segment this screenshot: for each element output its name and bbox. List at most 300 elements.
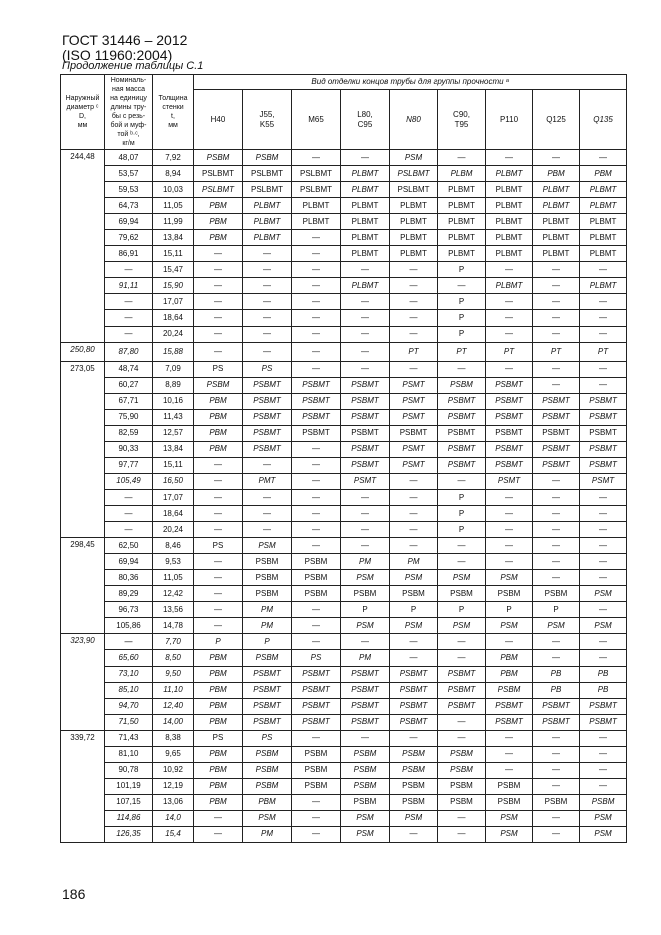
mass-cell: 71,50 xyxy=(105,714,153,730)
end-finish-cell: — xyxy=(533,746,580,762)
end-finish-cell: — xyxy=(438,361,486,377)
end-finish-cell: — xyxy=(390,262,438,278)
end-finish-cell: — xyxy=(390,310,438,326)
end-finish-cell: PB xyxy=(580,666,627,682)
mass-cell: 97,77 xyxy=(105,457,153,473)
end-finish-cell: PBM xyxy=(486,650,533,666)
end-finish-cell: PSBMT xyxy=(486,409,533,425)
end-finish-cell: — xyxy=(533,278,580,294)
end-finish-cell: PSBM xyxy=(194,150,243,166)
table-row xyxy=(61,294,627,310)
end-finish-cell: PSBM xyxy=(390,778,438,794)
end-finish-cell: PSBMT xyxy=(243,393,292,409)
end-finish-cell: — xyxy=(194,246,243,262)
end-finish-cell: — xyxy=(243,310,292,326)
end-finish-cell: PLBMT xyxy=(486,230,533,246)
end-finish-cell: PSMT xyxy=(390,377,438,393)
end-finish-cell: PT xyxy=(533,342,580,361)
end-finish-cell: — xyxy=(194,554,243,570)
mass-cell: — xyxy=(105,326,153,342)
end-finish-cell: PLBMT xyxy=(438,182,486,198)
end-finish-cell: — xyxy=(533,826,580,842)
end-finish-cell: PBM xyxy=(580,166,627,182)
end-finish-cell: P xyxy=(243,634,292,650)
mass-cell: 53,57 xyxy=(105,166,153,182)
table-row xyxy=(61,262,627,278)
table-row xyxy=(61,441,627,457)
end-finish-cell: — xyxy=(533,538,580,554)
end-finish-cell: PSBMT xyxy=(243,682,292,698)
mass-cell: 105,86 xyxy=(105,618,153,634)
end-finish-cell: PLBMT xyxy=(390,246,438,262)
end-finish-cell: PSBMT xyxy=(341,377,390,393)
end-finish-cell: PSM xyxy=(390,618,438,634)
mass-cell: 65,60 xyxy=(105,650,153,666)
end-finish-cell: PSBMT xyxy=(292,393,341,409)
end-finish-cell: PSM xyxy=(580,586,627,602)
table-row xyxy=(61,278,627,294)
end-finish-cell: — xyxy=(292,246,341,262)
end-finish-cell: — xyxy=(533,506,580,522)
end-finish-cell: — xyxy=(194,489,243,505)
end-finish-cell: — xyxy=(194,570,243,586)
end-finish-cell: PLBMT xyxy=(341,166,390,182)
table-row xyxy=(61,650,627,666)
end-finish-cell: — xyxy=(292,457,341,473)
wall-thickness-cell: 7,70 xyxy=(153,634,194,650)
end-finish-cell: PMT xyxy=(243,473,292,489)
table-row xyxy=(61,230,627,246)
wall-thickness-cell: 11,99 xyxy=(153,214,194,230)
table-header xyxy=(61,75,627,150)
end-finish-cell: — xyxy=(292,473,341,489)
wall-thickness-cell: 13,06 xyxy=(153,794,194,810)
end-finish-cell: PSBMT xyxy=(438,441,486,457)
wall-thickness-cell: 17,07 xyxy=(153,294,194,310)
end-finish-cell: PSBMT xyxy=(486,698,533,714)
end-finish-cell: PLBMT xyxy=(243,198,292,214)
end-finish-cell: PBM xyxy=(194,393,243,409)
end-finish-cell: — xyxy=(341,634,390,650)
end-finish-cell: — xyxy=(580,730,627,746)
end-finish-cell: — xyxy=(292,602,341,618)
end-finish-cell: PSBMT xyxy=(292,425,341,441)
header-grade: N80 xyxy=(390,90,438,150)
end-finish-cell: — xyxy=(486,538,533,554)
end-finish-cell: PLBMT xyxy=(486,246,533,262)
table-row xyxy=(61,794,627,810)
end-finish-cell: PB xyxy=(580,682,627,698)
end-finish-cell: — xyxy=(194,810,243,826)
end-finish-cell: PSBMT xyxy=(341,714,390,730)
wall-thickness-cell: 10,03 xyxy=(153,182,194,198)
end-finish-cell: PM xyxy=(341,554,390,570)
wall-thickness-cell: 16,50 xyxy=(153,473,194,489)
end-finish-cell: — xyxy=(292,361,341,377)
wall-thickness-cell: 8,46 xyxy=(153,538,194,554)
mass-cell: 90,78 xyxy=(105,762,153,778)
table-continuation-caption: Продолжение таблицы С.1 xyxy=(62,60,204,72)
end-finish-cell: — xyxy=(292,278,341,294)
wall-thickness-cell: 14,00 xyxy=(153,714,194,730)
end-finish-cell: PSBM xyxy=(243,778,292,794)
table-row xyxy=(61,198,627,214)
end-finish-cell: — xyxy=(580,310,627,326)
wall-thickness-cell: 12,42 xyxy=(153,586,194,602)
end-finish-cell: PSBM xyxy=(390,794,438,810)
table-row xyxy=(61,246,627,262)
end-finish-cell: — xyxy=(194,506,243,522)
end-finish-cell: PSBMT xyxy=(580,409,627,425)
end-finish-cell: — xyxy=(390,361,438,377)
end-finish-cell: — xyxy=(243,506,292,522)
mass-cell: 64,73 xyxy=(105,198,153,214)
end-finish-cell: PSMT xyxy=(341,473,390,489)
end-finish-cell: PBM xyxy=(194,198,243,214)
table-row xyxy=(61,522,627,538)
end-finish-cell: — xyxy=(194,522,243,538)
end-finish-cell: — xyxy=(438,634,486,650)
mass-cell: 96,73 xyxy=(105,602,153,618)
end-finish-cell: PLBMT xyxy=(390,230,438,246)
end-finish-cell: PSBM xyxy=(390,586,438,602)
end-finish-cell: PM xyxy=(243,826,292,842)
wall-thickness-cell: 15,47 xyxy=(153,262,194,278)
end-finish-cell: — xyxy=(243,457,292,473)
mass-cell: 126,35 xyxy=(105,826,153,842)
end-finish-cell: PSBMT xyxy=(243,698,292,714)
end-finish-cell: — xyxy=(580,262,627,278)
end-finish-cell: PSBM xyxy=(292,746,341,762)
end-finish-cell: PSM xyxy=(341,618,390,634)
end-finish-cell: PSBMT xyxy=(292,666,341,682)
end-finish-cell: PSBMT xyxy=(292,698,341,714)
end-finish-cell: PM xyxy=(390,554,438,570)
end-finish-cell: PSM xyxy=(243,538,292,554)
table-row xyxy=(61,714,627,730)
mass-cell: 82,59 xyxy=(105,425,153,441)
end-finish-cell: PSBMT xyxy=(486,714,533,730)
end-finish-cell: PSBMT xyxy=(390,666,438,682)
table-row xyxy=(61,778,627,794)
end-finish-cell: — xyxy=(580,778,627,794)
end-finish-cell: PLBMT xyxy=(341,278,390,294)
end-finish-cell: PS xyxy=(194,538,243,554)
wall-thickness-cell: 12,40 xyxy=(153,698,194,714)
end-finish-cell: PSBMT xyxy=(292,377,341,393)
mass-cell: 114,86 xyxy=(105,810,153,826)
end-finish-cell: PT xyxy=(390,342,438,361)
end-finish-cell: — xyxy=(292,441,341,457)
end-finish-cell: — xyxy=(390,538,438,554)
end-finish-cell: P xyxy=(438,294,486,310)
mass-cell: 107,15 xyxy=(105,794,153,810)
mass-cell: 86,91 xyxy=(105,246,153,262)
end-finish-cell: — xyxy=(390,278,438,294)
table-row xyxy=(61,326,627,342)
end-finish-cell: PSBM xyxy=(580,794,627,810)
end-finish-cell: PBM xyxy=(194,746,243,762)
end-finish-cell: PSBMT xyxy=(341,393,390,409)
end-finish-cell: PSBMT xyxy=(438,698,486,714)
end-finish-cell: — xyxy=(580,361,627,377)
end-finish-cell: PLBMT xyxy=(341,230,390,246)
mass-cell: 48,07 xyxy=(105,150,153,166)
end-finish-cell: — xyxy=(580,150,627,166)
end-finish-cell: — xyxy=(438,826,486,842)
table-row xyxy=(61,570,627,586)
end-finish-cell: PLBMT xyxy=(533,198,580,214)
end-finish-cell: PSMT xyxy=(580,473,627,489)
end-finish-cell: — xyxy=(486,730,533,746)
end-finish-cell: — xyxy=(194,602,243,618)
end-finish-cell: — xyxy=(438,650,486,666)
end-finish-cell: PSM xyxy=(390,150,438,166)
end-finish-cell: — xyxy=(486,361,533,377)
end-finish-cell: PSBM xyxy=(533,586,580,602)
diameter-cell: 298,45 xyxy=(61,538,105,634)
table-row xyxy=(61,457,627,473)
end-finish-cell: — xyxy=(341,294,390,310)
table-row xyxy=(61,393,627,409)
end-finish-cell: PSMT xyxy=(390,441,438,457)
end-finish-cell: PSBMT xyxy=(341,457,390,473)
end-finish-cell: PSBM xyxy=(243,586,292,602)
end-finish-cell: — xyxy=(580,650,627,666)
end-finish-cell: — xyxy=(194,618,243,634)
table-row xyxy=(61,409,627,425)
end-finish-cell: PSBM xyxy=(390,762,438,778)
end-finish-cell: — xyxy=(390,650,438,666)
end-finish-cell: P xyxy=(438,522,486,538)
end-finish-cell: PLBMT xyxy=(580,246,627,262)
end-finish-cell: — xyxy=(390,506,438,522)
casing-end-finish-table xyxy=(60,74,627,843)
end-finish-cell: PT xyxy=(580,342,627,361)
end-finish-cell: PSBM xyxy=(341,794,390,810)
end-finish-cell: PSBMT xyxy=(390,714,438,730)
wall-thickness-cell: 9,50 xyxy=(153,666,194,682)
end-finish-cell: PLBMT xyxy=(243,230,292,246)
end-finish-cell: PSBMT xyxy=(486,457,533,473)
end-finish-cell: PSBMT xyxy=(390,698,438,714)
end-finish-cell: — xyxy=(292,150,341,166)
end-finish-cell: PSBMT xyxy=(438,425,486,441)
end-finish-cell: — xyxy=(438,150,486,166)
end-finish-cell: — xyxy=(580,554,627,570)
end-finish-cell: PSBMT xyxy=(580,393,627,409)
end-finish-cell: — xyxy=(580,746,627,762)
end-finish-cell: PSMT xyxy=(390,457,438,473)
mass-cell: 81,10 xyxy=(105,746,153,762)
wall-thickness-cell: 20,24 xyxy=(153,326,194,342)
end-finish-cell: — xyxy=(243,262,292,278)
end-finish-cell: — xyxy=(533,522,580,538)
table-row xyxy=(61,826,627,842)
end-finish-cell: PSBMT xyxy=(580,457,627,473)
table-row xyxy=(61,618,627,634)
end-finish-cell: PSBMT xyxy=(486,393,533,409)
end-finish-cell: PBM xyxy=(194,441,243,457)
end-finish-cell: PLBMT xyxy=(533,182,580,198)
end-finish-cell: PSBM xyxy=(438,762,486,778)
end-finish-cell: PSBMT xyxy=(438,682,486,698)
mass-cell: 85,10 xyxy=(105,682,153,698)
end-finish-cell: — xyxy=(292,634,341,650)
end-finish-cell: PSM xyxy=(390,810,438,826)
table-row xyxy=(61,150,627,166)
end-finish-cell: PSBM xyxy=(292,586,341,602)
mass-cell: — xyxy=(105,294,153,310)
wall-thickness-cell: 11,05 xyxy=(153,570,194,586)
end-finish-cell: — xyxy=(533,810,580,826)
header-grade: Q135 xyxy=(580,90,627,150)
end-finish-cell: PBM xyxy=(194,762,243,778)
end-finish-cell: PSLBMT xyxy=(194,182,243,198)
mass-cell: 80,36 xyxy=(105,570,153,586)
end-finish-cell: — xyxy=(341,342,390,361)
end-finish-cell: P xyxy=(438,489,486,505)
table-row xyxy=(61,554,627,570)
end-finish-cell: PLBMT xyxy=(390,214,438,230)
end-finish-cell: PSBM xyxy=(438,794,486,810)
end-finish-cell: PSBM xyxy=(390,746,438,762)
end-finish-cell: — xyxy=(292,826,341,842)
end-finish-cell: P xyxy=(438,310,486,326)
end-finish-cell: — xyxy=(533,361,580,377)
end-finish-cell: PSBM xyxy=(243,650,292,666)
end-finish-cell: — xyxy=(438,278,486,294)
end-finish-cell: PS xyxy=(243,361,292,377)
end-finish-cell: PM xyxy=(243,602,292,618)
wall-thickness-cell: 13,84 xyxy=(153,441,194,457)
end-finish-cell: PLBMT xyxy=(292,214,341,230)
end-finish-cell: — xyxy=(194,826,243,842)
end-finish-cell: PSBM xyxy=(292,554,341,570)
mass-cell: 91,11 xyxy=(105,278,153,294)
end-finish-cell: PBM xyxy=(194,778,243,794)
end-finish-cell: — xyxy=(533,326,580,342)
table-row xyxy=(61,506,627,522)
mass-cell: — xyxy=(105,522,153,538)
end-finish-cell: PLBMT xyxy=(486,182,533,198)
mass-cell: 69,94 xyxy=(105,214,153,230)
diameter-cell: 273,05 xyxy=(61,361,105,538)
end-finish-cell: PSLBMT xyxy=(292,182,341,198)
mass-cell: 60,27 xyxy=(105,377,153,393)
end-finish-cell: PS xyxy=(292,650,341,666)
wall-thickness-cell: 7,92 xyxy=(153,150,194,166)
end-finish-cell: — xyxy=(533,377,580,393)
end-finish-cell: PSBMT xyxy=(486,441,533,457)
end-finish-cell: PSLBMT xyxy=(390,166,438,182)
end-finish-cell: PLBM xyxy=(438,166,486,182)
wall-thickness-cell: 12,19 xyxy=(153,778,194,794)
end-finish-cell: PSBMT xyxy=(486,377,533,393)
end-finish-cell: — xyxy=(580,762,627,778)
end-finish-cell: PLBMT xyxy=(438,214,486,230)
end-finish-cell: — xyxy=(486,522,533,538)
end-finish-cell: PSM xyxy=(533,618,580,634)
end-finish-cell: PLBMT xyxy=(580,214,627,230)
end-finish-cell: — xyxy=(243,489,292,505)
table-row xyxy=(61,361,627,377)
end-finish-cell: — xyxy=(486,294,533,310)
end-finish-cell: PSBMT xyxy=(341,425,390,441)
end-finish-cell: PSBMT xyxy=(243,714,292,730)
end-finish-cell: PLBMT xyxy=(486,278,533,294)
end-finish-cell: PSBMT xyxy=(533,409,580,425)
end-finish-cell: PLBMT xyxy=(533,246,580,262)
end-finish-cell: PLBMT xyxy=(486,166,533,182)
end-finish-cell: — xyxy=(486,634,533,650)
end-finish-cell: — xyxy=(390,294,438,310)
end-finish-cell: — xyxy=(533,778,580,794)
document-code: ГОСТ 31446 – 2012 xyxy=(62,32,188,48)
end-finish-cell: — xyxy=(438,714,486,730)
end-finish-cell: PSM xyxy=(390,570,438,586)
end-finish-cell: PSBM xyxy=(292,762,341,778)
end-finish-cell: PLBMT xyxy=(438,198,486,214)
end-finish-cell: PLBMT xyxy=(533,214,580,230)
end-finish-cell: — xyxy=(341,522,390,538)
end-finish-cell: PSBMT xyxy=(438,393,486,409)
end-finish-cell: PLBMT xyxy=(580,182,627,198)
end-finish-cell: P xyxy=(533,602,580,618)
end-finish-cell: — xyxy=(390,522,438,538)
end-finish-cell: — xyxy=(292,310,341,326)
wall-thickness-cell: 11,43 xyxy=(153,409,194,425)
table-row xyxy=(61,166,627,182)
wall-thickness-cell: 9,65 xyxy=(153,746,194,762)
end-finish-cell: PSM xyxy=(580,618,627,634)
end-finish-cell: PSM xyxy=(438,570,486,586)
end-finish-cell: PS xyxy=(194,361,243,377)
end-finish-cell: PSBM xyxy=(243,746,292,762)
end-finish-cell: PBM xyxy=(194,794,243,810)
end-finish-cell: PSBM xyxy=(486,586,533,602)
mass-cell: 62,50 xyxy=(105,538,153,554)
wall-thickness-cell: 11,10 xyxy=(153,682,194,698)
table-row xyxy=(61,730,627,746)
end-finish-cell: PSBM xyxy=(438,746,486,762)
table-row xyxy=(61,634,627,650)
end-finish-cell: — xyxy=(194,326,243,342)
end-finish-cell: PSBMT xyxy=(533,425,580,441)
end-finish-cell: PSBMT xyxy=(292,409,341,425)
wall-thickness-cell: 15,4 xyxy=(153,826,194,842)
end-finish-cell: PSBM xyxy=(438,778,486,794)
end-finish-cell: PSBMT xyxy=(580,441,627,457)
end-finish-cell: — xyxy=(292,810,341,826)
end-finish-cell: PLBMT xyxy=(341,214,390,230)
mass-cell: — xyxy=(105,506,153,522)
end-finish-cell: — xyxy=(341,262,390,278)
mass-cell: 79,62 xyxy=(105,230,153,246)
mass-cell: — xyxy=(105,262,153,278)
diameter-cell: 339,72 xyxy=(61,730,105,842)
table-row xyxy=(61,666,627,682)
end-finish-cell: — xyxy=(438,554,486,570)
table-row xyxy=(61,342,627,361)
end-finish-cell: PSBMT xyxy=(438,666,486,682)
end-finish-cell: — xyxy=(533,650,580,666)
end-finish-cell: PLBMT xyxy=(580,230,627,246)
end-finish-cell: PLBMT xyxy=(341,182,390,198)
end-finish-cell: — xyxy=(292,730,341,746)
mass-cell: — xyxy=(105,310,153,326)
end-finish-cell: — xyxy=(292,294,341,310)
